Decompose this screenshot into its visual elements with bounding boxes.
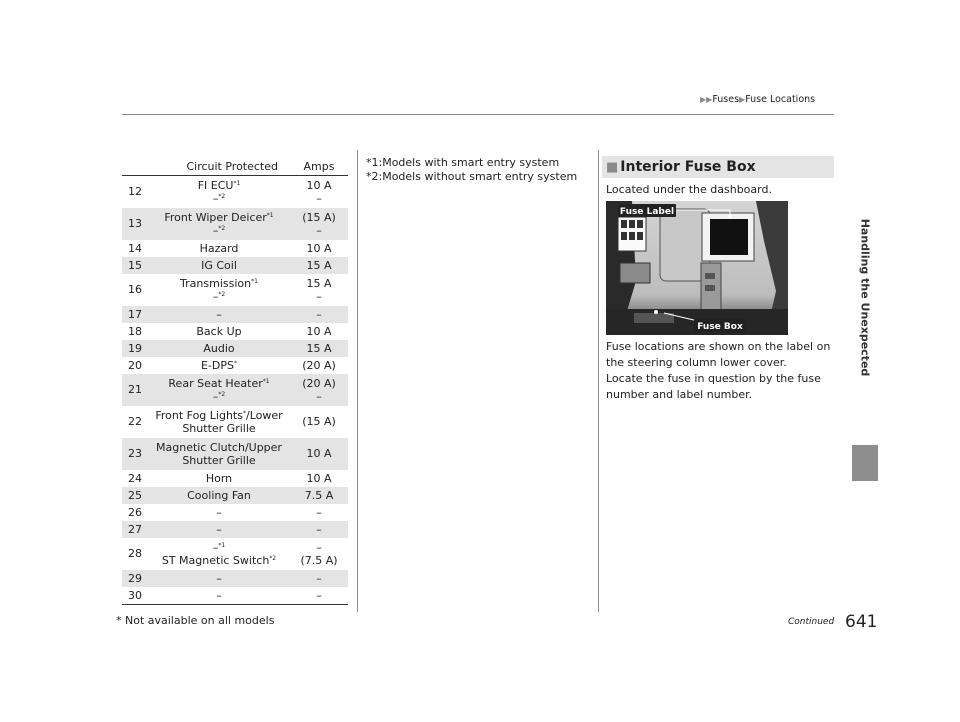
amps-value: 10 A – — [306, 178, 332, 205]
circuit-name: –$^{*1}$ ST Magnetic Switch$^{*2}$ — [161, 540, 277, 567]
amps-value: 15 A — [290, 340, 348, 357]
continued-label: Continued — [788, 617, 835, 627]
circuit-name: Magnetic Clutch/Upper Shutter Grille — [148, 438, 290, 470]
table-row — [122, 208, 348, 240]
page-number: 641 — [845, 612, 878, 632]
amps-value: – — [290, 587, 348, 605]
amps-value: – — [290, 570, 348, 587]
fuse-number: 23 — [122, 438, 148, 470]
circuit-name: Back Up — [196, 324, 242, 338]
amps-value: (20 A) – — [290, 374, 348, 406]
amps-value: 15 A – — [306, 276, 332, 303]
circuit-name: E-DPS* — [200, 358, 237, 372]
instruction-line: Fuse locations are shown on the label on — [606, 340, 831, 353]
table-row — [122, 340, 348, 357]
circuit-name: Horn — [205, 471, 233, 485]
table-row — [122, 374, 348, 406]
fuse-number: 13 — [122, 208, 148, 240]
amps-value: 10 A — [306, 471, 332, 485]
table-row — [122, 323, 348, 340]
fuse-box-photo — [606, 201, 788, 335]
fuse-number: 17 — [122, 306, 148, 323]
circuit-name: Transmission$^{*1}$ –$^{*2}$ — [180, 276, 258, 303]
column-divider — [598, 150, 599, 612]
fuse-number: 29 — [122, 570, 148, 587]
table-row — [122, 306, 348, 323]
instruction-line: Locate the fuse in question by the fuse — [606, 372, 821, 385]
table-row — [122, 521, 348, 538]
amps-value: (15 A) — [302, 415, 336, 428]
amps-value: – — [290, 521, 348, 538]
amps-value: – — [290, 306, 348, 323]
table-row — [122, 176, 348, 208]
amps-value: (20 A) — [302, 358, 336, 372]
circuit-name: – — [148, 587, 290, 605]
table-row — [122, 357, 348, 374]
chapter-side-label: Handling the Unexpected — [858, 218, 872, 377]
instruction-line: number and label number. — [606, 388, 753, 401]
amps-value: 10 A — [306, 324, 332, 338]
table-row — [122, 406, 348, 438]
circuit-name: Rear Seat Heater$^{*1}$ –$^{*2}$ — [148, 374, 290, 406]
table-row — [122, 570, 348, 587]
fuse-number: 30 — [122, 587, 148, 605]
circuit-name: Audio — [148, 340, 290, 357]
instructions-text — [606, 339, 836, 403]
fuse-number: 21 — [122, 374, 148, 406]
circuit-name: Cooling Fan — [148, 487, 290, 504]
instruction-line: the steering column lower cover. — [606, 356, 787, 369]
fuse-number: 16 — [128, 283, 142, 296]
table-row — [122, 470, 348, 487]
location-text: Located under the dashboard. — [606, 183, 772, 196]
fuse-box-caption: Fuse Box — [697, 322, 743, 332]
amps-value: – (7.5 A) — [300, 540, 338, 567]
amps-value: 15 A — [290, 257, 348, 274]
table-row — [122, 438, 348, 470]
table-row — [122, 240, 348, 257]
section-heading — [602, 156, 834, 178]
availability-footnote: * Not available on all models — [116, 614, 275, 627]
fuse-number: 19 — [122, 340, 148, 357]
circuit-name: Hazard — [199, 241, 239, 255]
amps-value: (15 A) – — [290, 208, 348, 240]
chapter-tab[interactable] — [852, 445, 878, 481]
note-1: *1:Models with smart entry system — [366, 156, 560, 169]
table-row — [122, 538, 348, 570]
fuse-number: 15 — [122, 257, 148, 274]
note-2: *2:Models without smart entry system — [366, 170, 578, 183]
table-row — [122, 487, 348, 504]
breadcrumb-arrow-icon: ▶▶ — [700, 95, 713, 104]
fuse-number: 22 — [128, 415, 142, 428]
circuit-name: – — [148, 570, 290, 587]
fuse-number: 25 — [122, 487, 148, 504]
fuse-number: 18 — [128, 324, 142, 338]
breadcrumb-arrow-icon: ▶ — [739, 95, 746, 104]
circuit-name: IG Coil — [148, 257, 290, 274]
circuit-name: – — [148, 521, 290, 538]
amps-value: 7.5 A — [290, 487, 348, 504]
circuit-name: – — [216, 505, 222, 519]
column-divider — [357, 150, 358, 612]
fuse-label-caption: Fuse Label — [619, 207, 675, 217]
circuit-name: Front Fog Lights*/Lower Shutter Grille — [155, 408, 283, 435]
col-header-circuit: Circuit Protected — [122, 158, 290, 176]
header-rule — [122, 114, 834, 115]
fuse-number: 28 — [128, 547, 142, 560]
table-row — [122, 504, 348, 521]
fuse-number: 20 — [128, 358, 142, 372]
circuit-name: FI ECU$^{*1}$ –$^{*2}$ — [197, 178, 241, 205]
fuse-table — [122, 158, 348, 605]
circuit-name: Front Wiper Deicer$^{*1}$ –$^{*2}$ — [148, 208, 290, 240]
footnote-legend — [366, 156, 577, 184]
table-row — [122, 274, 348, 306]
table-row — [122, 587, 348, 605]
amps-value: 10 A — [290, 438, 348, 470]
breadcrumb-fuse-locations[interactable]: Fuse Locations — [745, 94, 816, 105]
amps-value: – — [316, 505, 322, 519]
amps-value: 10 A — [306, 241, 332, 255]
fuse-number: 26 — [128, 505, 142, 519]
fuse-number: 12 — [128, 185, 142, 199]
table-row — [122, 257, 348, 274]
fuse-number: 14 — [128, 241, 142, 255]
breadcrumb — [700, 94, 815, 105]
circuit-name: – — [148, 306, 290, 323]
breadcrumb-fuses[interactable]: Fuses — [712, 94, 740, 105]
fuse-number: 24 — [128, 471, 142, 485]
fuse-number: 27 — [122, 521, 148, 538]
square-bullet-icon: ■ — [606, 160, 619, 175]
section-title: Interior Fuse Box — [620, 159, 756, 175]
col-header-amps: Amps — [290, 158, 348, 176]
